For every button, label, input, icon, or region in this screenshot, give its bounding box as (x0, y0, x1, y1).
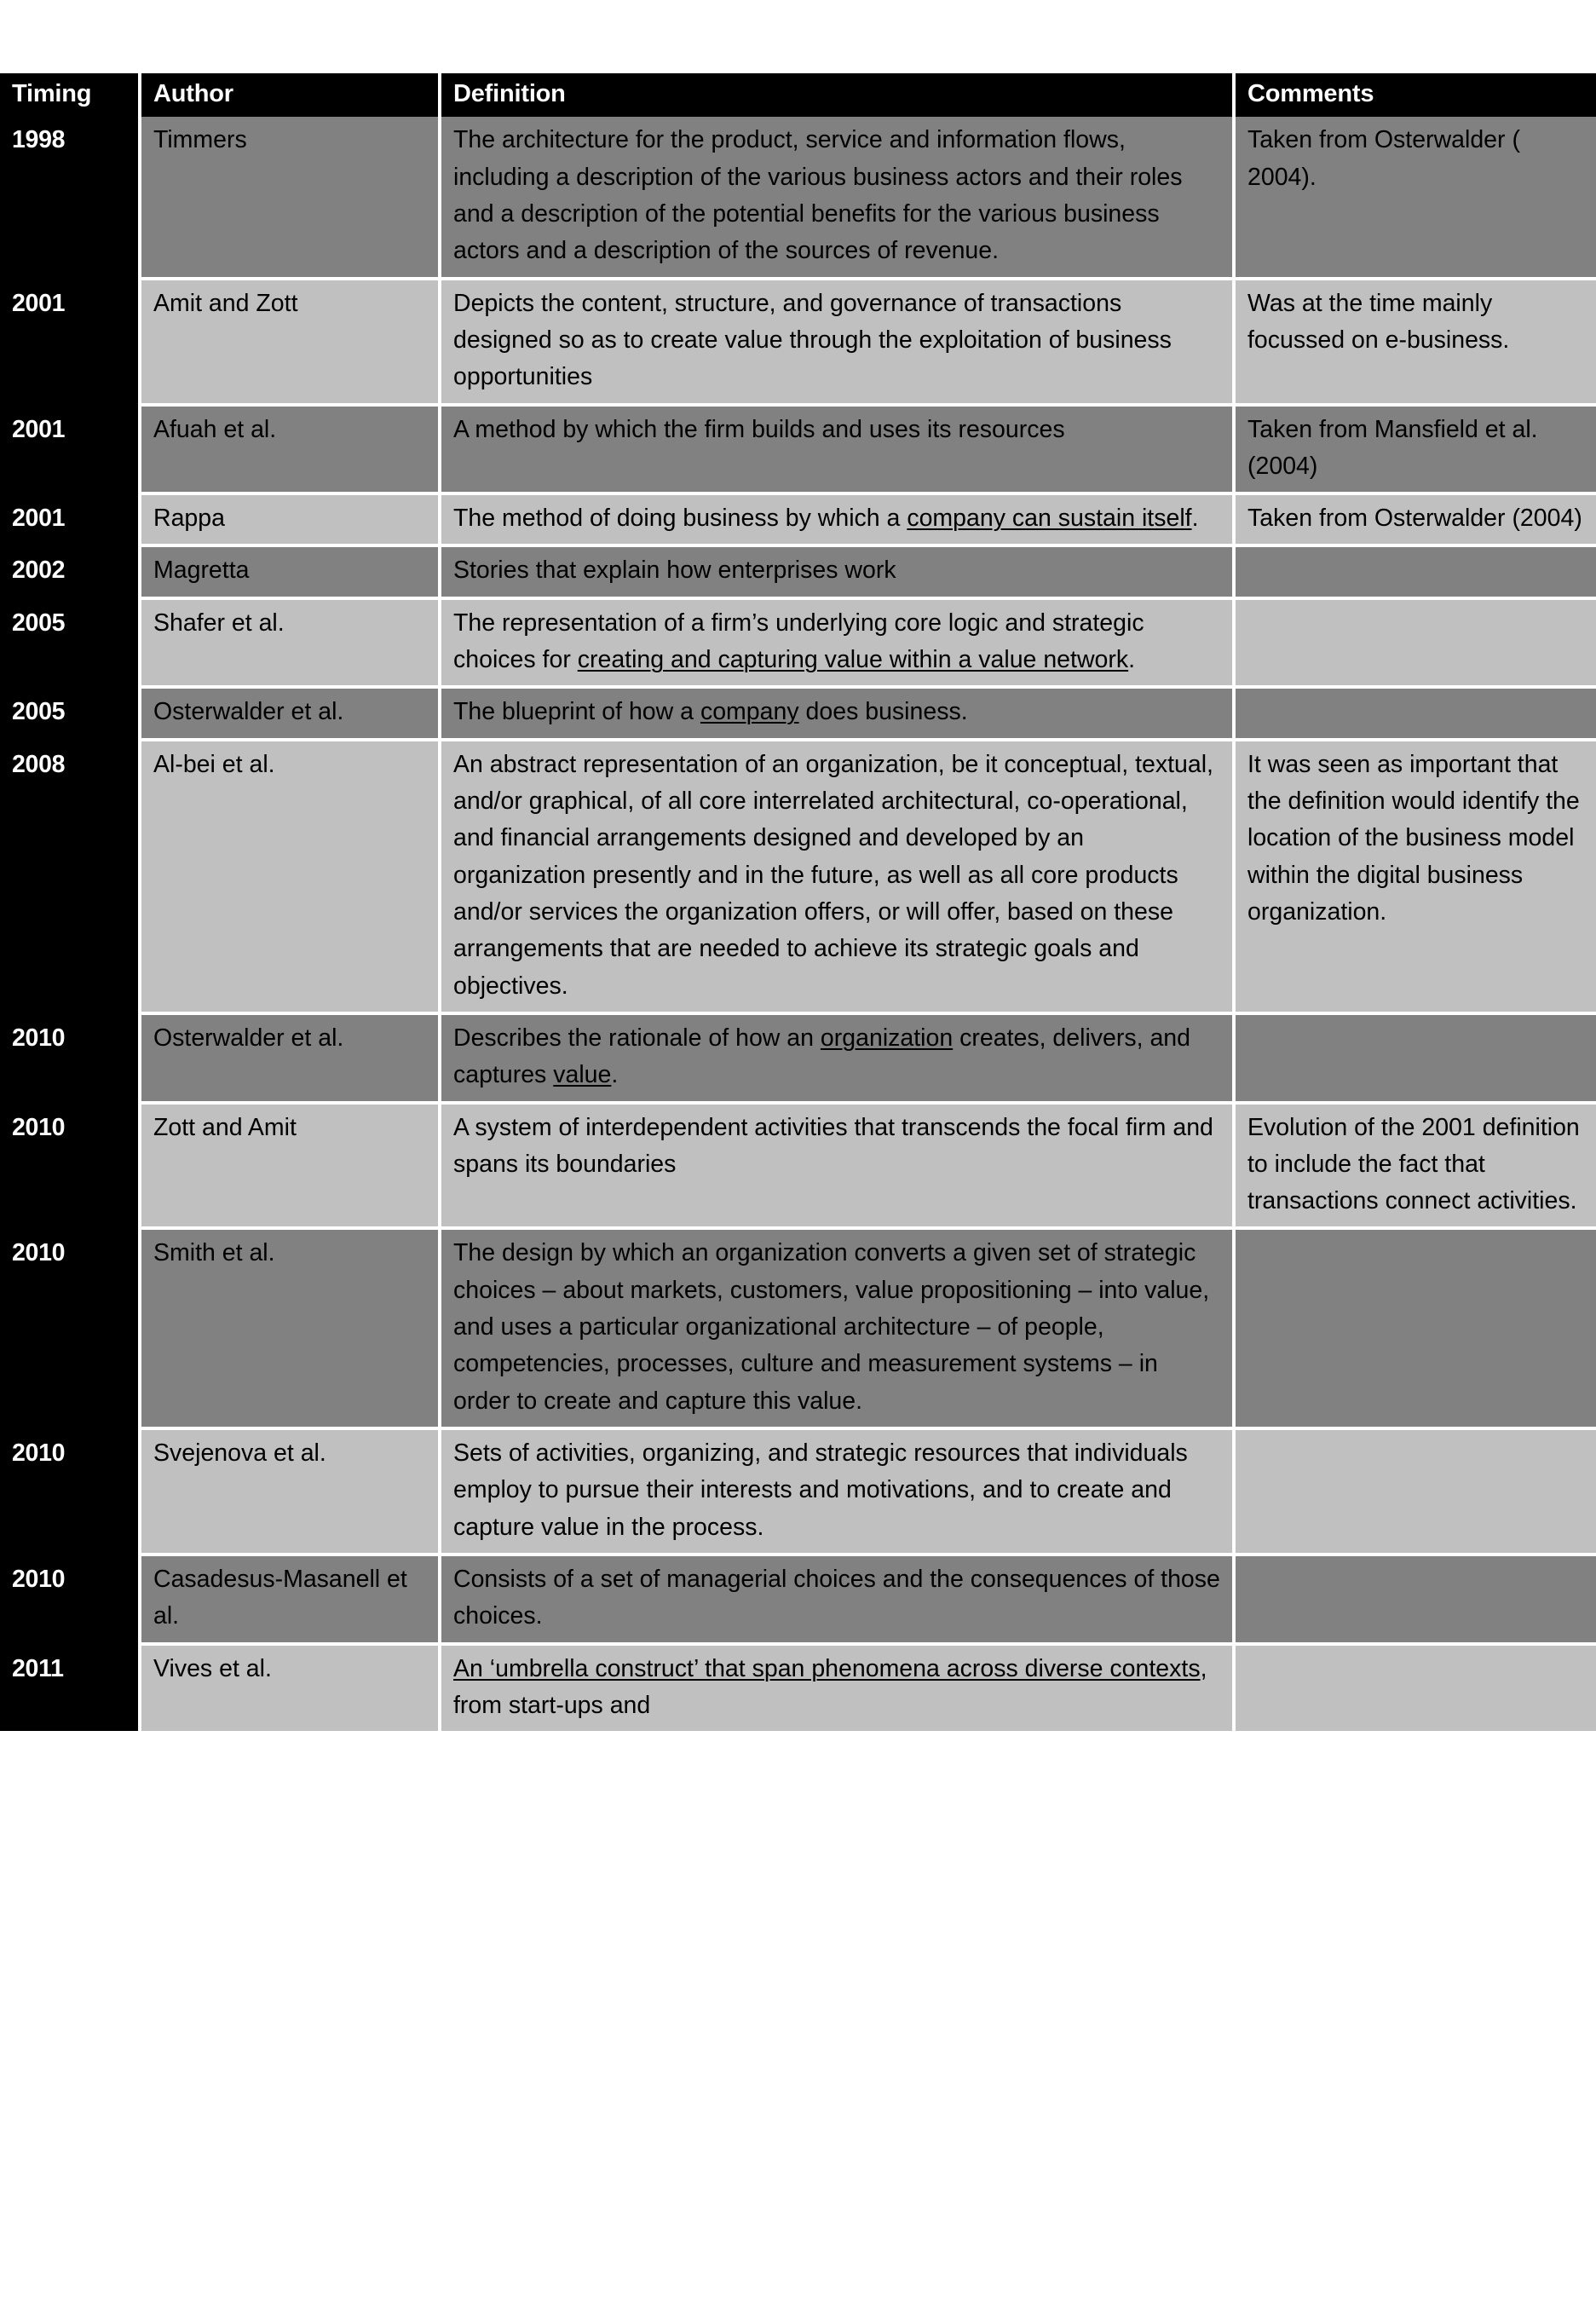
cell-definition: Consists of a set of managerial choices and the consequences of those choices. (441, 1556, 1236, 1646)
cell-timing: 2011 (0, 1646, 141, 1732)
table-body (0, 117, 1596, 1731)
table-header (0, 73, 1596, 117)
cell-comments (1236, 689, 1596, 741)
cell-comments: Taken from Osterwalder (2004) (1236, 495, 1596, 547)
cell-comments (1236, 1230, 1596, 1430)
table-row (0, 600, 1596, 689)
table-row (0, 1230, 1596, 1430)
cell-author: Zott and Amit (141, 1105, 441, 1231)
cell-comments: Evolution of the 2001 definition to include the fact that transactions connect activities. (1236, 1105, 1596, 1231)
cell-definition: Depicts the content, structure, and governance of transactions designed so as to create value through the exploitation of business opportunities (441, 280, 1236, 407)
table-row (0, 495, 1596, 547)
cell-definition: A method by which the firm builds and uses its resources (441, 407, 1236, 496)
cell-author: Vives et al. (141, 1646, 441, 1732)
table-row (0, 1646, 1596, 1732)
cell-comments: Taken from Osterwalder ( 2004). (1236, 117, 1596, 280)
cell-timing: 2001 (0, 495, 141, 547)
cell-timing: 2010 (0, 1430, 141, 1556)
cell-author: Osterwalder et al. (141, 1015, 441, 1105)
cell-definition: The architecture for the product, service and information flows, including a description of the various business actors and their roles and a description of the potential benefits for the various business actors and a description of the sources of revenue. (441, 117, 1236, 280)
cell-comments: It was seen as important that the definition would identify the location of the business model within the digital business organization. (1236, 741, 1596, 1015)
cell-comments (1236, 1430, 1596, 1556)
cell-comments: Was at the time mainly focussed on e-business. (1236, 280, 1596, 407)
cell-timing: 2010 (0, 1230, 141, 1430)
cell-author: Smith et al. (141, 1230, 441, 1430)
column-header-timing: Timing (0, 73, 141, 117)
header-row (0, 73, 1596, 117)
cell-timing: 1998 (0, 117, 141, 280)
cell-timing: 2001 (0, 280, 141, 407)
table-row (0, 741, 1596, 1015)
cell-comments: Taken from Mansfield et al. (2004) (1236, 407, 1596, 496)
cell-definition: An abstract representation of an organization, be it conceptual, textual, and/or graphical, of all core interrelated architectural, co-operational, and financial arrangements designed and developed by an organization presently and in the future, as well as all core products and/or services the organization offers, or will offer, based on these arrangements that are needed to achieve its strategic goals and objectives. (441, 741, 1236, 1015)
table-row (0, 280, 1596, 407)
cell-author: Al-bei et al. (141, 741, 441, 1015)
cell-author: Timmers (141, 117, 441, 280)
table-row (0, 1430, 1596, 1556)
table-row (0, 689, 1596, 741)
cell-author: Amit and Zott (141, 280, 441, 407)
cell-definition: Stories that explain how enterprises work (441, 547, 1236, 599)
cell-timing: 2002 (0, 547, 141, 599)
cell-definition: The design by which an organization converts a given set of strategic choices – about markets, customers, value propositioning – into value, and uses a particular organizational architecture – of people, competencies, processes, culture and measurement systems – in order to create and capture this value. (441, 1230, 1236, 1430)
cell-definition: A system of interdependent activities that transcends the focal firm and spans its boundaries (441, 1105, 1236, 1231)
cell-definition: The method of doing business by which a company can sustain itself. (441, 495, 1236, 547)
table-row (0, 407, 1596, 496)
column-header-comments: Comments (1236, 73, 1596, 117)
cell-timing: 2010 (0, 1105, 141, 1231)
cell-author: Osterwalder et al. (141, 689, 441, 741)
cell-timing: 2008 (0, 741, 141, 1015)
cell-definition: Describes the rationale of how an organization creates, delivers, and captures value. (441, 1015, 1236, 1105)
cell-author: Shafer et al. (141, 600, 441, 689)
cell-comments (1236, 547, 1596, 599)
cell-comments (1236, 1646, 1596, 1732)
cell-comments (1236, 600, 1596, 689)
column-header-author: Author (141, 73, 441, 117)
cell-author: Rappa (141, 495, 441, 547)
cell-author: Svejenova et al. (141, 1430, 441, 1556)
cell-author: Casadesus-Masanell et al. (141, 1556, 441, 1646)
cell-author: Afuah et al. (141, 407, 441, 496)
cell-definition: Sets of activities, organizing, and strategic resources that individuals employ to pursue their interests and motivations, and to create and capture value in the process. (441, 1430, 1236, 1556)
table-row (0, 117, 1596, 280)
column-header-definition: Definition (441, 73, 1236, 117)
table-row (0, 1015, 1596, 1105)
cell-timing: 2001 (0, 407, 141, 496)
cell-timing: 2005 (0, 600, 141, 689)
cell-timing: 2005 (0, 689, 141, 741)
table-row (0, 1105, 1596, 1231)
cell-definition: The representation of a firm’s underlying core logic and strategic choices for creating and capturing value within a value network. (441, 600, 1236, 689)
cell-comments (1236, 1015, 1596, 1105)
cell-timing: 2010 (0, 1015, 141, 1105)
cell-definition: The blueprint of how a company does business. (441, 689, 1236, 741)
cell-author: Magretta (141, 547, 441, 599)
cell-definition: An ‘umbrella construct’ that span phenomena across diverse contexts, from start-ups and (441, 1646, 1236, 1732)
table-row (0, 547, 1596, 599)
table-row (0, 1556, 1596, 1646)
business-model-definitions-table (0, 73, 1596, 1731)
cell-comments (1236, 1556, 1596, 1646)
cell-timing: 2010 (0, 1556, 141, 1646)
